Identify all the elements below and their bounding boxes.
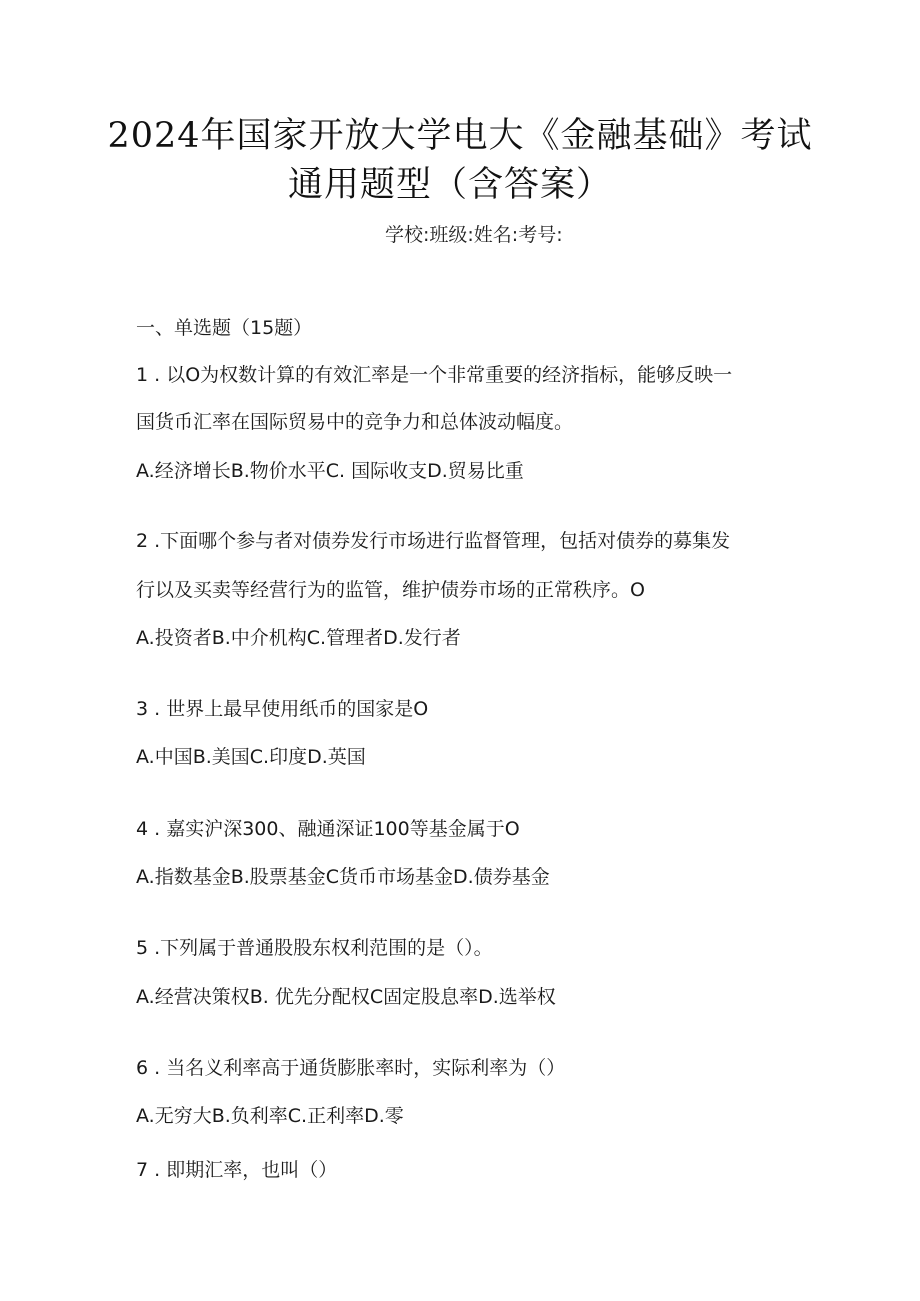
question-1-stem-line-2: 国货币汇率在国际贸易中的竞争力和总体波动幅度。 [136, 411, 574, 433]
question-7-stem: 7 . 即期汇率，也叫（） [136, 1159, 338, 1181]
question-1-stem-line-1: 1 . 以O为权数计算的有效汇率是一个非常重要的经济指标，能够反映一 [136, 364, 733, 386]
question-5-options: A.经营决策权B. 优先分配权C固定股息率D.选举权 [136, 986, 556, 1008]
question-1-options: A.经济增长B.物价水平C. 国际收支D.贸易比重 [136, 460, 524, 482]
section-heading: 一、单选题（15题） [136, 317, 313, 339]
question-3-options: A.中国B.美国C.印度D.英国 [136, 746, 366, 768]
question-2-options: A.投资者B.中介机构C.管理者D.发行者 [136, 627, 461, 649]
question-5-stem: 5 .下列属于普通股股东权利范围的是（）。 [136, 937, 493, 959]
question-2-stem-line-2: 行以及买卖等经营行为的监管，维护债券市场的正常秩序。O [136, 579, 645, 601]
question-6-stem: 6 . 当名义利率高于通货膨胀率时，实际利率为（） [136, 1057, 566, 1079]
question-2-stem-line-1: 2 .下面哪个参与者对债券发行市场进行监督管理，包括对债券的募集发 [136, 530, 731, 552]
question-4-options: A.指数基金B.股票基金C货币市场基金D.债券基金 [136, 866, 550, 888]
student-info-line: 学校:班级:姓名:考号: [385, 224, 563, 246]
question-6-options: A.无穷大B.负利率C.正利率D.零 [136, 1105, 404, 1127]
document-title-line-2: 通用题型（含答案） [287, 165, 612, 205]
question-4-stem: 4 . 嘉实沪深300、融通深证100等基金属于O [136, 818, 520, 840]
document-title-line-1: 2024年国家开放大学电大《金融基础》考试 [107, 116, 813, 156]
question-3-stem: 3 . 世界上最早使用纸币的国家是O [136, 698, 429, 720]
